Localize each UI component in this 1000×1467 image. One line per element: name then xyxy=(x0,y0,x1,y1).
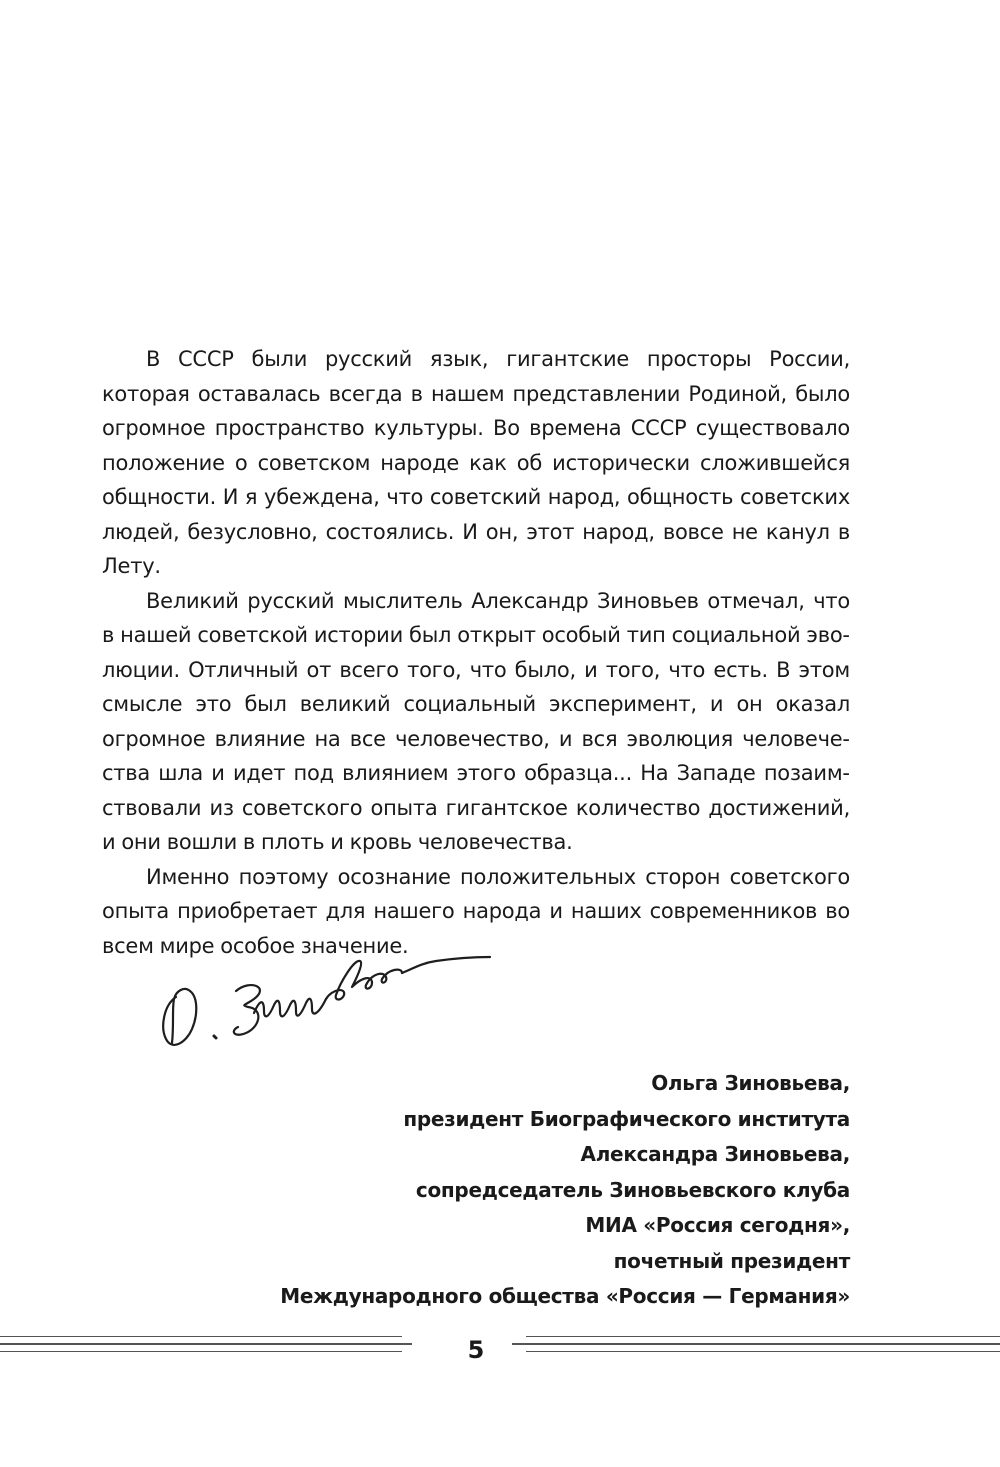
attribution-title-1: президент Биографического института xyxy=(403,1106,850,1131)
attribution-title-6: Международного общества «Россия — Германия» xyxy=(280,1284,850,1308)
attribution-name: Ольга Зиновьева, xyxy=(651,1071,850,1095)
body-text xyxy=(102,342,850,963)
signature-o-stroke xyxy=(163,989,196,1045)
paragraph-1: В СССР были русский язык, гигантские просторы России, которая оставалась всегда в нашем представлении Родиной, было огромное пространство культуры. Во времена СССР существовало положение о советском народе как об исторически сложившейся общности. И я убеждена, что советский народ, общность советских людей, безусловно, состоялись. И он, этот народ, вовсе не канул в Лету. xyxy=(102,347,850,578)
footer-rule xyxy=(526,1336,1000,1337)
page-number: 5 xyxy=(467,1336,485,1364)
footer-rule xyxy=(526,1351,1000,1352)
author-attribution xyxy=(190,1066,850,1315)
footer-rules-right xyxy=(512,1336,1000,1358)
paragraph-2: Великий русский мыслитель Александр Зиновьев отмечал, что в нашей советской истории был открыт особый тип социальной эволюции. Отличный от всего того, что было, и того, что есть. В этом смысле это был великий социальный эксперимент, и он оказал огромное влияние на все человечество, и вся эволюция человечества шла и идет под влиянием этого образца... На Западе позаимствовали из советского опыта гигантское количество достижений, и они вошли в плоть и кровь человечества. xyxy=(102,588,850,854)
signature-middle-stroke xyxy=(254,999,326,1017)
attribution-title-3: сопредседатель Зиновьевского клуба xyxy=(415,1177,850,1202)
signature-end-stroke xyxy=(326,961,402,1000)
footer-rule xyxy=(0,1343,412,1344)
footer-rule xyxy=(0,1336,402,1337)
signature-dot xyxy=(214,1036,216,1038)
handwritten-signature xyxy=(150,935,510,1065)
footer-rule xyxy=(512,1343,1000,1344)
attribution-title-2: Александра Зиновьева, xyxy=(580,1142,850,1166)
attribution-title-5: почетный президент xyxy=(613,1248,850,1273)
footer-rules-left xyxy=(0,1336,412,1358)
footer-rule xyxy=(0,1351,402,1352)
attribution-title-4: МИА «Россия сегодня», xyxy=(585,1213,850,1237)
page-footer xyxy=(0,1328,1000,1376)
signature-tail-stroke xyxy=(402,957,490,973)
paragraph-3: Именно поэтому осознание положительных сторон советского опыта приобретает для нашего народа и наших современников во всем мире особое значение. xyxy=(102,864,850,958)
